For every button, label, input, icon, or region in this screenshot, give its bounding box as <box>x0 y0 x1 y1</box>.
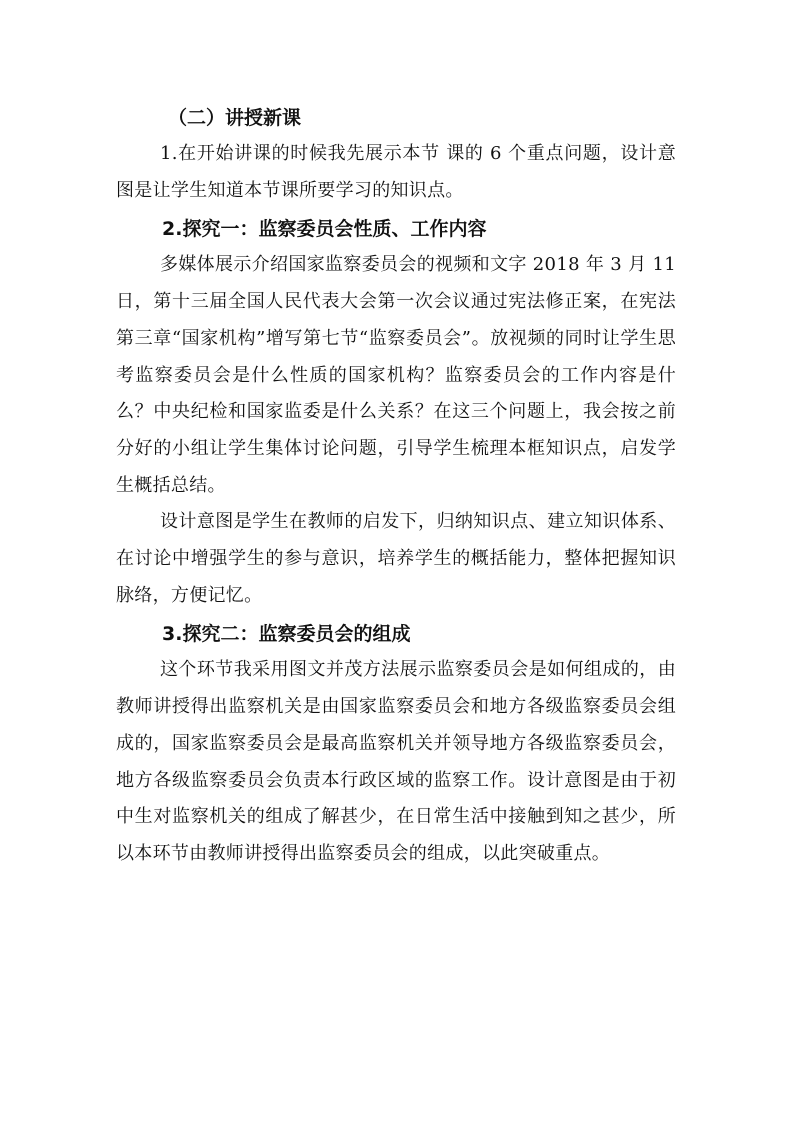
document-body <box>116 100 676 873</box>
subheading-explore-two: 3.探究二：监察委员会的组成 <box>162 623 411 646</box>
paragraph-explore-one-design: 设计意图是学生在教师的启发下，归纳知识点、建立知识体系、在讨论中增强学生的参与意识，培养学生的概括能力，整体把握知识脉络，方便记忆。 <box>116 511 676 606</box>
paragraph-explore-two-content: 这个环节我采用图文并茂方法展示监察委员会是如何组成的，由教师讲授得出监察机关是由国家监察委员会和地方各级监察委员会组成的，国家监察委员会是最高监察机关并领导地方各级监察委员会，地方各级监察委员会负责本行政区域的监察工作。设计意图是由于初中生对监察机关的组成了解甚少，在日常生活中接触到知之甚少，所以本环节由教师讲授得出监察委员会的组成，以此突破重点。 <box>116 659 676 864</box>
subheading-explore-one: 2.探究一：监察委员会性质、工作内容 <box>162 218 487 241</box>
paragraph-explore-one-content: 多媒体展示介绍国家监察委员会的视频和文字 2018 年 3 月 11 日，第十三届全国人民代表大会第一次会议通过宪法修正案，在宪法第三章“国家机构”增写第七节“监察委员会”。放视频的同时让学生思考监察委员会是什么性质的国家机构？监察委员会的工作内容是什么？中央纪检和国家监委是什么关系？在这三个问题上，我会按之前分好的小组让学生集体讨论问题，引导学生梳理本框知识点，启发学生概括总结。 <box>116 254 676 496</box>
paragraph-intro: 1.在开始讲课的时候我先展示本节 课的 6 个重点问题，设计意图是让学生知道本节课所要学习的知识点。 <box>116 143 676 201</box>
section-heading: （二）讲授新课 <box>168 107 302 129</box>
